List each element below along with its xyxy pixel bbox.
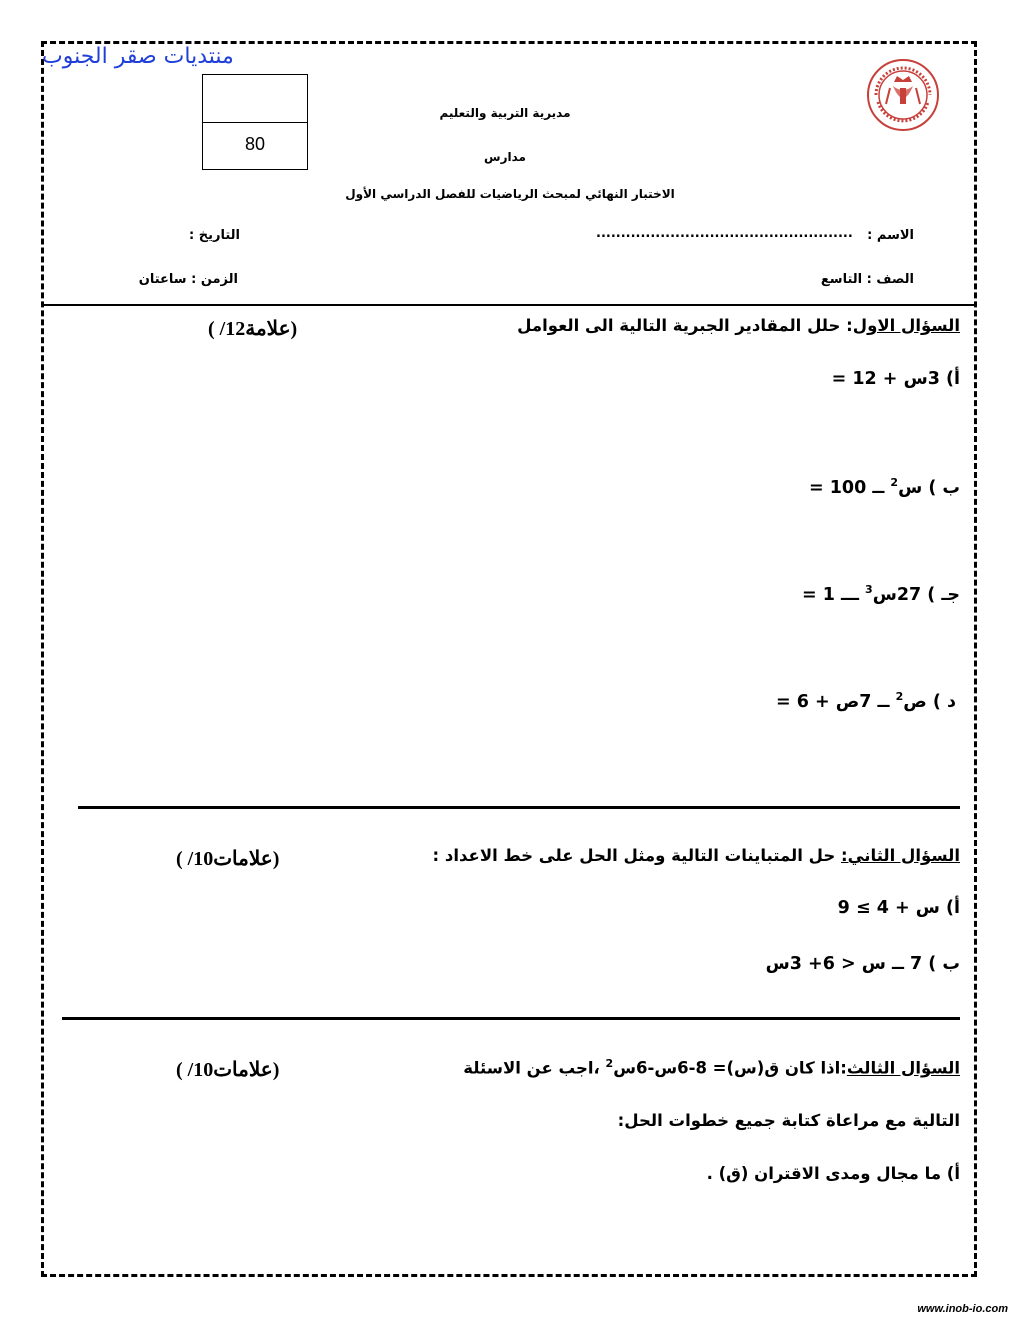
q2-marks: ( /10علامات) (176, 848, 280, 870)
directorate-title: مديرية التربية والتعليم (439, 106, 571, 120)
q2-label: السؤال الثاني: (841, 846, 960, 865)
time-label: الزمن : ساعتان (138, 272, 238, 287)
q3-line2: التالية مع مراعاة كتابة جميع خطوات الحل: (617, 1111, 960, 1130)
q1-label: السؤال الاول (852, 316, 960, 335)
watermark: منتديات صقر الجنوب (42, 44, 234, 69)
q1-item-b-base: ب ) س (898, 477, 960, 498)
q1-item-c-power: 3 (865, 583, 873, 596)
score-total: 80 (244, 134, 266, 154)
q3-item-a: أ) ما مجال ومدى الاقتران (ق) . (706, 1164, 960, 1183)
name-label: الاسم : (867, 228, 914, 243)
q2-title (433, 846, 960, 865)
section-divider-1 (78, 806, 960, 809)
q3-title (463, 1057, 960, 1078)
q3-marks: ( /10علامات) (176, 1059, 280, 1081)
q1-text: : حلل المقادير الجبرية التالية الى العوامل (517, 316, 853, 335)
date-label: التاريخ : (189, 228, 240, 243)
jordan-ministry-seal-icon (866, 58, 940, 132)
q1-item-d-power: 2 (895, 690, 904, 703)
q2-text: حل المتباينات التالية ومثل الحل على خط الاعداد : (432, 846, 842, 865)
q1-item-a-equals: = (831, 369, 853, 389)
q1-item-b (809, 476, 960, 498)
score-box (202, 74, 308, 170)
score-box-divider (203, 122, 307, 123)
q1-item-a-expr: أ) 3س + 12 (852, 369, 960, 389)
q1-item-d-base: د ) ص (903, 691, 956, 712)
q2-item-b: ب ) 7 ــ س < 6+ 3س (765, 954, 960, 974)
q1-item-c (802, 583, 960, 605)
section-divider-2 (62, 1017, 960, 1020)
q2-item-a: أ) س + 4 ≥ 9 (837, 898, 960, 918)
q1-item-d (776, 690, 956, 712)
class-label: الصف : التاسع (820, 272, 914, 287)
q1-item-c-base: جـ ) 27س (872, 584, 960, 605)
q3-label: السؤال الثالث (846, 1058, 960, 1078)
footer-url: www.inob-io.com (917, 1303, 1008, 1315)
q3-text-suffix: ،اجب عن الاسئلة (463, 1058, 606, 1078)
q1-item-b-power: 2 (890, 476, 899, 489)
q1-item-c-rest: ـــ 1 = (801, 584, 866, 605)
name-blank: .................................................... (596, 226, 853, 241)
q3-text-prefix: :اذا كان ق(س)= 8-6س-6س (613, 1058, 847, 1078)
schools-label: مدارس (484, 150, 526, 164)
header-divider (42, 304, 976, 306)
q1-title (517, 316, 960, 335)
exam-title: الاختبار النهائي لمبحث الرياضيات للفصل الدراسي الأول (345, 187, 675, 201)
q1-item-d-rest: ــ 7ص + 6 = (775, 691, 896, 712)
q1-marks: ( /12علامة) (208, 318, 298, 340)
q1-item-a (832, 369, 960, 389)
q3-power: 2 (605, 1057, 614, 1070)
q1-item-b-rest: ــ 100 = (808, 477, 891, 498)
